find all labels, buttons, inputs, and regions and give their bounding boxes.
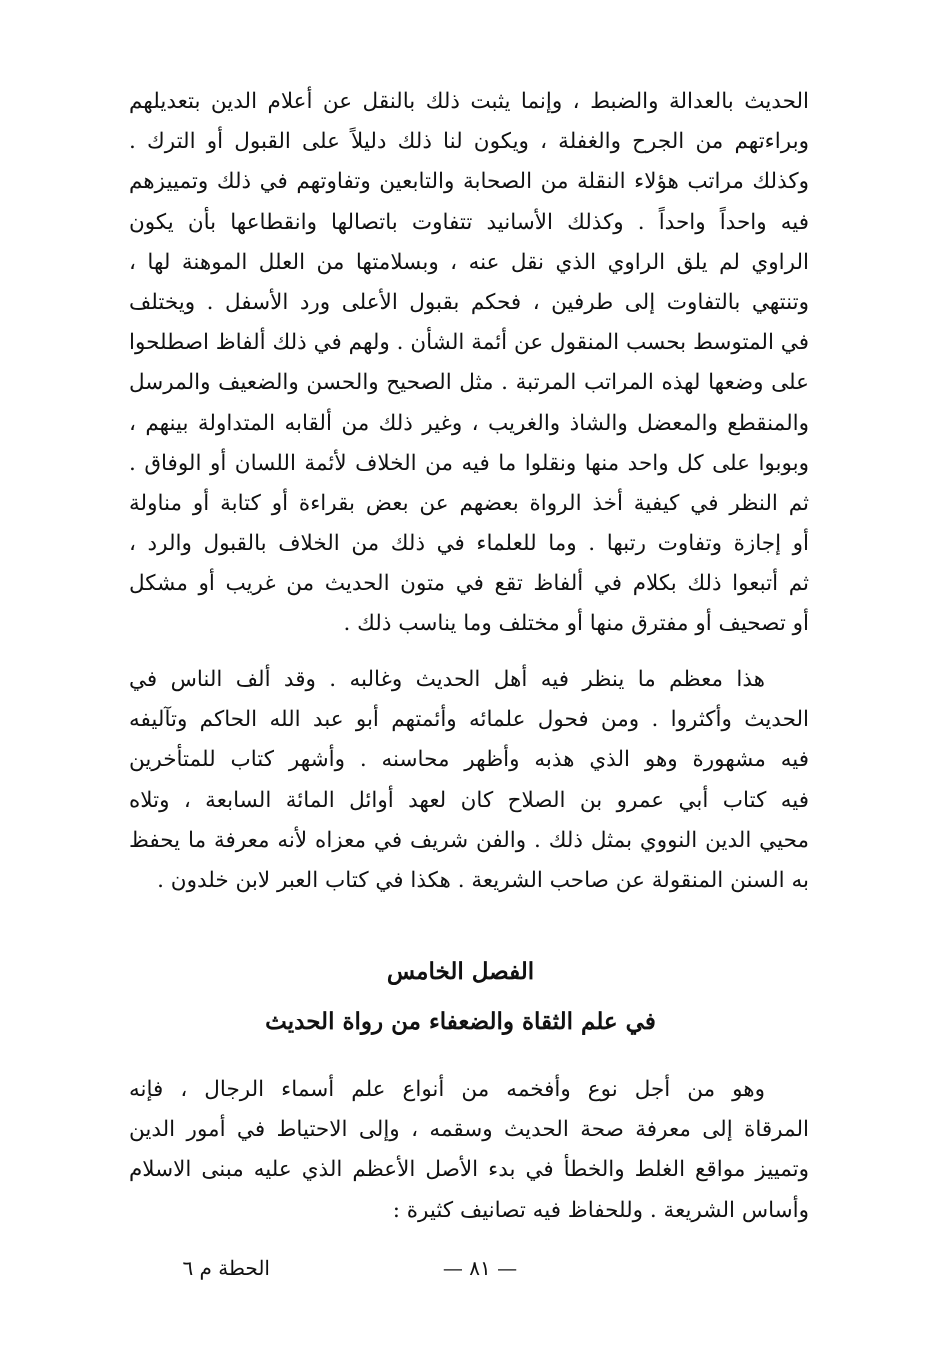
text-line: المرقاة إلى معرفة صحة الحديث وسقمه ، وإلى الاحتياط في أمور الدين [129, 1117, 809, 1143]
text-line: وأساس الشريعة . وللحفاظ فيه تصانيف كثيرة : [392, 1197, 809, 1223]
text-line: الحديث وأكثروا . ومن فحول علمائه وأئمتهم أبو عبد الله الحاكم وتآليفه [129, 707, 809, 733]
text-line: وبراءتهم من الجرح والغفلة ، ويكون لنا ذلك دليلاً على القبول أو الترك . [129, 129, 809, 155]
text-line: وتنتهي بالتفاوت إلى طرفين ، فحكم بقبول الأعلى ورد الأسفل . ويختلف [129, 289, 809, 315]
text-line: وتمييز مواقع الغلط والخطأ في بدء الأصل الأعظم الذي عليه مبنى الاسلام [129, 1157, 809, 1183]
text-line: ثم النظر في كيفية أخذ الرواة بعضهم عن بعض بقراءة أو كتابة أو مناولة [129, 490, 809, 516]
page-number: — ٨١ — [442, 1256, 518, 1280]
text-line: وبوبوا على كل واحد منها ونقلوا ما فيه من الخلاف لأئمة اللسان أو الوفاق . [129, 450, 809, 476]
text-line: هذا معظم ما ينظر فيه أهل الحديث وغالبه . وقد ألف الناس في [129, 667, 765, 692]
text-line: الحديث بالعدالة والضبط ، وإنما يثبت ذلك بالنقل عن أعلام الدين بتعديلهم [129, 89, 809, 114]
text-line: على وضعها لهذه المراتب المرتبة . مثل الصحيح والحسن والضعيف والمرسل [129, 370, 809, 396]
chapter-subtitle: في علم الثقاة والضعفاء من رواة الحديث [265, 1008, 656, 1035]
text-line: في المتوسط بحسب المنقول عن أئمة الشأن . ولهم في ذلك ألفاظ اصطلحوا [129, 330, 809, 356]
paragraph-1 [129, 82, 809, 645]
text-line: والمنقطع والمعضل والشاذ والغريب ، وغير ذلك من ألقابه المتداولة بينهم ، [129, 410, 809, 436]
text-line: به السنن المنقولة عن صاحب الشريعة . هكذا في كتاب العبر لابن خلدون . [157, 867, 809, 893]
signature-mark: الحطة م ٦ [182, 1256, 270, 1280]
text-line: فيه مشهورة وهو الذي هذبه وأظهر محاسنه . وأشهر كتاب للمتأخرين [129, 747, 809, 773]
text-line: فيه كتاب أبي عمرو بن الصلاح كان لعهد أوائل المائة السابعة ، وتلاه [129, 787, 809, 813]
text-line: فيه واحداً واحداً . وكذلك الأسانيد تتفاوت باتصالها وانقطاعها بأن يكون [129, 209, 809, 235]
text-line: أو إجازة وتفاوت رتبها . وما للعلماء في ذلك من الخلاف بالقبول والرد ، [129, 531, 809, 557]
text-line: وكذلك مراتب هؤلاء النقلة من الصحابة والتابعين وتفاوتهم في ذلك وتمييزهم [129, 169, 809, 195]
text-line: محيي الدين النووي بمثل ذلك . والفن شريف في معزاه لأنه معرفة ما يحفظ [129, 827, 809, 853]
text-line: أو تصحيف أو مفترق منها أو مختلف وما يناسب ذلك . [343, 611, 809, 637]
text-line: وهو من أجل نوع وأفخمه من أنواع علم أسماء الرجال ، فإنه [129, 1077, 765, 1102]
text-line: الراوي لم يلق الراوي الذي نقل عنه ، وبسلامتها من العلل الموهنة لها ، [129, 249, 809, 275]
paragraph-3 [129, 1070, 809, 1231]
text-line: ثم أتبعوا ذلك بكلام في ألفاظ تقع في متون الحديث من غريب أو مشكل [129, 571, 809, 597]
chapter-title: الفصل الخامس [386, 958, 535, 985]
paragraph-2 [129, 660, 809, 901]
